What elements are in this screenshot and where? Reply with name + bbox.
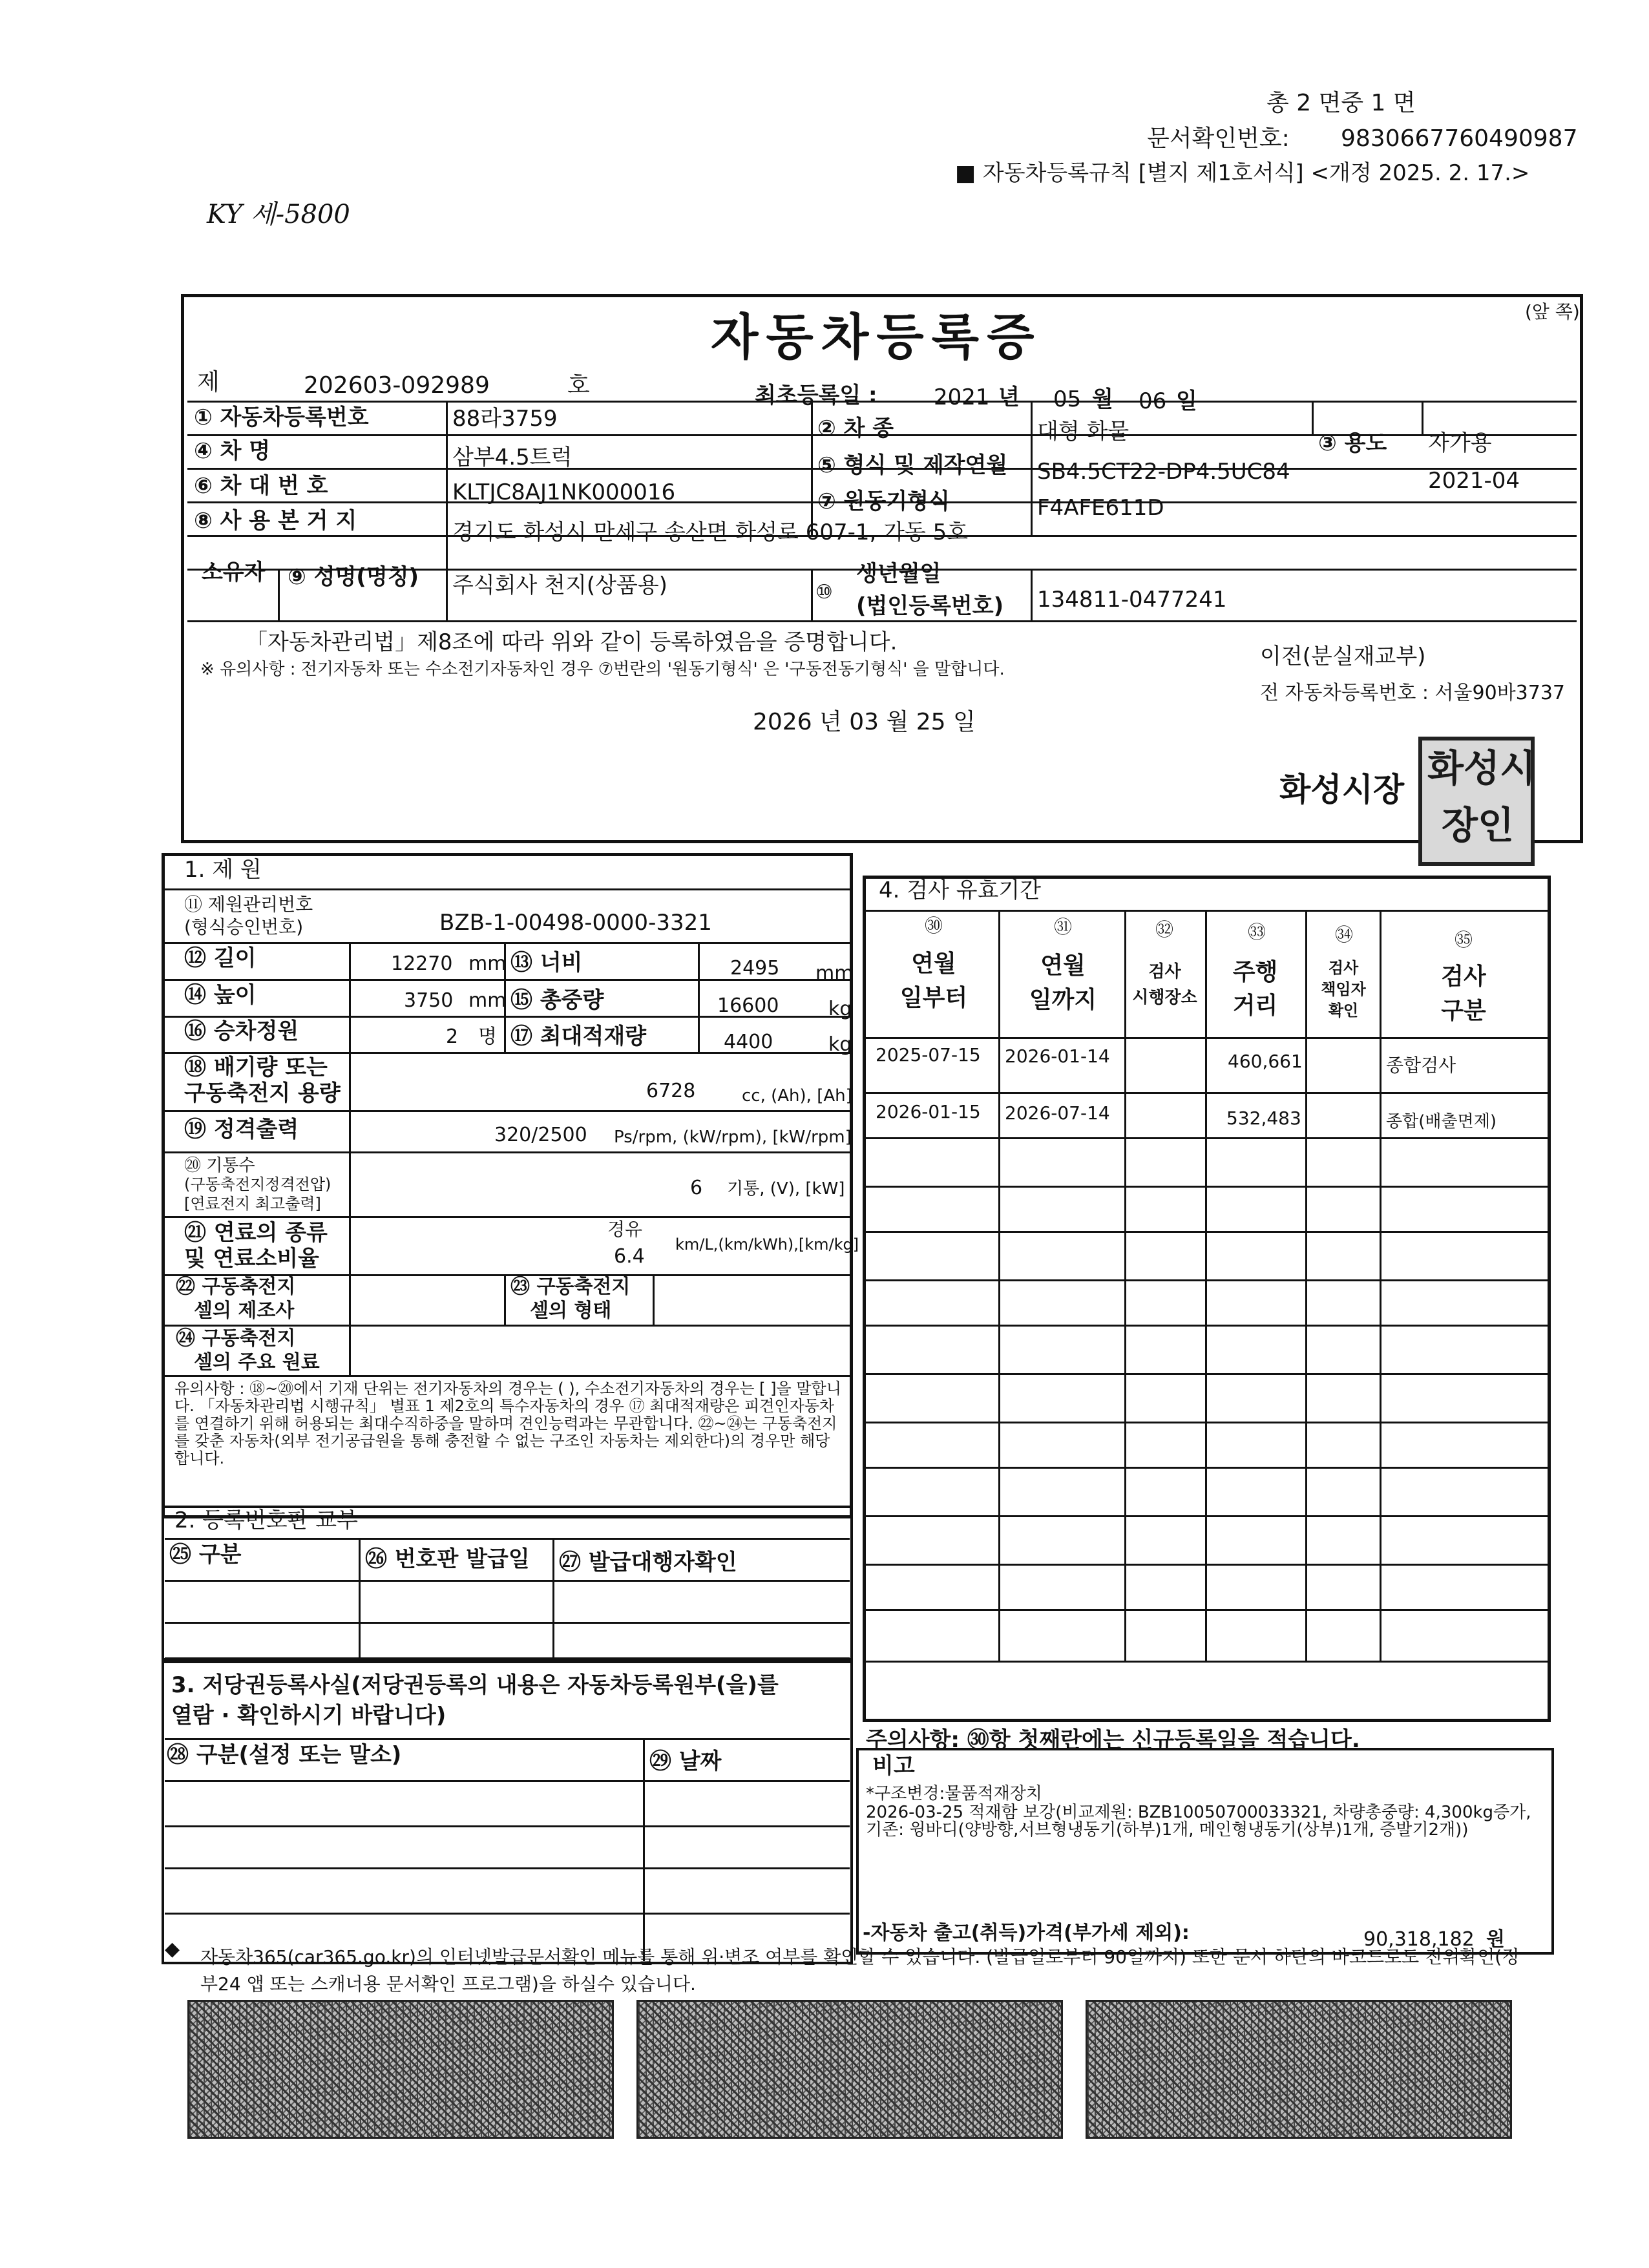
fuel-efficiency-label: 및 연료소비율 — [184, 1246, 319, 1272]
remarks-line2: 2026-03-25 적재함 보강(비교제원: BZB10050700033321, 차량총중량: 4,300kg증가, 기존: 윙바디(양방향,서브형냉동기(하부)1개, 메인형냉동기(상부)1개, 증발기2개)) — [866, 1803, 1531, 1840]
width-value: 2495 — [730, 957, 780, 980]
cert-number: 202603-092989 — [304, 372, 490, 399]
vehicle-type-value: 대형 화물 — [1037, 419, 1129, 445]
doc-confirm-label: 문서확인번호: — [1147, 125, 1290, 152]
first-reg-month-unit: 월 — [1092, 386, 1113, 412]
doc-confirm-number: 9830667760490987 — [1341, 125, 1578, 152]
inspection-title: 4. 검사 유효기간 — [879, 877, 1042, 903]
displacement-unit: cc, (Ah), [Ah] — [742, 1086, 852, 1106]
form-value: SB4.5CT22-DP4.5UC84 — [1037, 459, 1290, 485]
seal-text-top: 화성시 — [1427, 746, 1537, 790]
gross-weight-value: 16600 — [717, 994, 779, 1017]
price-label: -자동차 출고(취득)가격(부가세 제외): — [863, 1922, 1190, 1944]
insp-head-5-circle: ㉞ — [1334, 924, 1353, 945]
insp-head-5-label: 검사 — [1328, 959, 1359, 977]
issue-date: 2026 년 03 월 25 일 — [753, 709, 976, 735]
seats-unit: 명 — [478, 1025, 497, 1048]
insp-row-2-to: 2026-07-14 — [1005, 1102, 1110, 1124]
insp-head-5-sublabel: 책임자 — [1321, 980, 1366, 998]
mortgage-title-line2: 열람 · 확인하시기 바랍니다) — [171, 1703, 446, 1728]
first-reg-year: 2021 — [934, 384, 990, 410]
issuer-name: 화성시장 — [1279, 771, 1405, 808]
insp-head-6-circle: ㉟ — [1454, 929, 1473, 950]
height-unit: mm — [468, 989, 507, 1012]
length-label: ⑫ 길이 — [184, 945, 257, 971]
cylinder-voltage-label: (구동축전지정격전압) — [184, 1175, 331, 1193]
plate-col-type: ㉕ 구분 — [169, 1542, 242, 1568]
mortgage-title-line1: 3. 저당권등록사실(저당권등록의 내용은 자동차등록원부(을)를 — [171, 1672, 779, 1698]
front-side-label: (앞 쪽) — [1525, 301, 1580, 322]
prev-reg-no: 전 자동차등록번호 : 서울90바3737 — [1260, 682, 1566, 704]
model-name-value: 삼부4.5트럭 — [452, 445, 572, 470]
first-reg-label: 최초등록일 : — [755, 383, 877, 408]
owner-name-label: ⑨ 성명(명칭) — [288, 564, 419, 590]
engine-value: F4AFE611D — [1037, 495, 1164, 521]
cell-material-label: ㉔ 구동축전지 — [176, 1327, 296, 1350]
cylinder-value: 6 — [690, 1177, 703, 1199]
cert-no-prefix: 제 — [197, 369, 220, 395]
insp-row-1-to: 2026-01-14 — [1005, 1045, 1110, 1067]
cell-maker-label: ㉒ 구동축전지 — [176, 1276, 296, 1298]
cert-no-suffix: 호 — [567, 372, 590, 399]
footer-bullet: ◆ — [165, 1938, 180, 1960]
first-reg-month: 05 — [1053, 386, 1082, 412]
footer-text: 자동차365(car365.go.kr)의 인터넷발급문서확인 메뉴를 통해 위·변조 여부를 확인할 수 있습니다. (발급일로부터 90일까지) 또한 문서 하단의 바코드로도 진위확인(정부24 앱 또는 스캐너용 문서확인 프로그램)을 하실수 있습니다. — [200, 1946, 1520, 1995]
plate-section-title: 2. 등록번호판 교부 — [174, 1507, 358, 1533]
gross-weight-label: ⑮ 총중량 — [510, 987, 604, 1013]
insp-row-1-type: 종합검사 — [1386, 1055, 1456, 1076]
cell-material-sublabel: 셀의 주요 원료 — [194, 1351, 320, 1374]
verification-barcode-3 — [1086, 2000, 1512, 2139]
plate-box — [162, 1506, 853, 1661]
location-value: 경기도 화성시 만세구 송산면 화성로 607-1, 가동 5호 — [452, 520, 969, 545]
cylinder-label: ⑳ 기통수 — [184, 1156, 255, 1175]
insp-head-1-sublabel: 일부터 — [899, 985, 968, 1011]
page-info: 총 2 면중 1 면 — [1266, 90, 1416, 116]
vehicle-type-label: ② 차 종 — [817, 415, 894, 441]
insp-row-1-from: 2025-07-15 — [876, 1044, 981, 1066]
cell-form-label: ㉓ 구동축전지 — [510, 1276, 631, 1298]
plate-col-date: ㉖ 번호판 발급일 — [365, 1546, 530, 1572]
reg-no-value: 88라3759 — [452, 406, 558, 432]
certificate-title: 자동차등록증 — [711, 308, 1042, 366]
seats-value: 2 — [446, 1025, 459, 1048]
form-year-label: ⑤ 형식 및 제작연월 — [817, 452, 1008, 478]
insp-head-4-circle: ㉝ — [1247, 921, 1266, 943]
mgmt-no-label: ⑪ 제원관리번호 — [184, 894, 313, 915]
width-label: ⑬ 너비 — [510, 950, 583, 976]
insp-head-4-label: 주행 — [1232, 959, 1278, 985]
cylinder-unit: 기통, (V), [kW] — [727, 1179, 845, 1199]
insp-head-3-circle: ㉜ — [1155, 919, 1173, 940]
verification-barcode-1 — [187, 2000, 614, 2139]
fuel-cell-output-label: [연료전지 최고출력] — [184, 1195, 321, 1213]
year-month-value: 2021-04 — [1428, 468, 1520, 494]
mgmt-no-value: BZB-1-00498-0000-3321 — [439, 910, 712, 936]
mortgage-col-date: ㉙ 날짜 — [649, 1748, 722, 1774]
owner-label: 소유자 — [202, 560, 266, 585]
first-reg-year-unit: 년 — [998, 384, 1020, 410]
remarks-line1: *구조변경:물품적재장치 — [866, 1784, 1042, 1803]
first-reg-day: 06 — [1139, 388, 1167, 414]
remarks-label: 비고 — [872, 1753, 915, 1779]
usage-label: ③ 용도 — [1318, 430, 1387, 456]
battery-capacity-label: 구동축전지 용량 — [184, 1080, 341, 1106]
max-load-value: 4400 — [724, 1031, 773, 1053]
usage-value: 자가용 — [1428, 430, 1492, 456]
location-label: ⑧ 사 용 본 거 지 — [194, 508, 357, 534]
fuel-type-value: 경유 — [607, 1219, 643, 1240]
owner-name-value: 주식회사 천지(상품용) — [452, 572, 667, 598]
length-unit: mm — [468, 952, 507, 975]
birth-circle: ⑩ — [815, 581, 833, 604]
certify-text: 「자동차관리법」제8조에 따라 위와 같이 등록하였음을 증명합니다. — [246, 629, 898, 655]
insp-head-2-circle: ㉛ — [1053, 916, 1072, 938]
verification-barcode-2 — [636, 2000, 1063, 2139]
transfer-label: 이전(분실재교부) — [1260, 644, 1426, 669]
power-unit: Ps/rpm, (kW/rpm), [kW/rpm] — [614, 1128, 852, 1147]
specs-notice: 유의사항 : ⑱~⑳에서 기재 단위는 전기자동차의 경우는 ( ), 수소전기자동차의 경우는 [ ]을 말합니다. 「자동차관리법 시행규칙」 별표 1 제2호의 특수자동차의 경우 ⑰ 최대적재량은 피견인자동차를 연결하기 위해 허용되는 최대수직하중을 말하며 견인능력과는 무관합니다. ㉒~㉔는 구동축전지를 갖춘 자동차(외부 전기공급원을 통해 충전할 수 없는 구조인 자동차는 제외한다)의 경우만 해당합니다. — [174, 1380, 841, 1467]
vin-value: KLTJC8AJ1NK000016 — [452, 479, 676, 505]
gross-weight-unit: kg — [828, 998, 852, 1020]
handwritten-note: KY 세-5800 — [207, 200, 350, 229]
insp-head-6-sublabel: 구분 — [1441, 998, 1486, 1024]
displacement-label: ⑱ 배기량 또는 — [184, 1055, 328, 1080]
model-name-label: ④ 차 명 — [194, 438, 271, 464]
width-unit: mm — [815, 962, 854, 985]
price-value: 90,318,182 — [1363, 1928, 1475, 1951]
displacement-value: 6728 — [646, 1080, 696, 1102]
fuel-type-label: ㉑ 연료의 종류 — [184, 1220, 328, 1246]
insp-head-3-label: 검사 — [1148, 962, 1181, 982]
insp-row-2-mileage: 532,483 — [1226, 1108, 1301, 1129]
fuel-efficiency-unit: km/L,(km/kWh),[km/kg] — [675, 1235, 859, 1254]
insp-row-1-mileage: 460,661 — [1228, 1051, 1303, 1072]
power-value: 320/2500 — [494, 1124, 587, 1146]
regulation-text: ■ 자동차등록규칙 [별지 제1호서식] <개정 2025. 2. 17.> — [955, 160, 1530, 186]
cell-maker-sublabel: 셀의 제조사 — [194, 1299, 295, 1322]
official-seal — [1418, 737, 1535, 866]
length-value: 12270 — [391, 952, 453, 975]
birth-label: 생년월일 — [856, 561, 941, 587]
corp-reg-label: (법인등록번호) — [856, 593, 1004, 619]
power-label: ⑲ 정격출력 — [184, 1117, 299, 1142]
insp-head-4-sublabel: 거리 — [1232, 992, 1278, 1019]
max-load-unit: kg — [828, 1033, 852, 1056]
insp-head-6-label: 검사 — [1441, 963, 1486, 990]
corp-no-value: 134811-0477241 — [1037, 587, 1227, 613]
insp-head-2-sublabel: 일까지 — [1029, 987, 1097, 1013]
plate-col-agent: ㉗ 발급대행자확인 — [559, 1549, 737, 1575]
reg-no-label: ① 자동차등록번호 — [194, 404, 369, 430]
height-label: ⑭ 높이 — [184, 982, 257, 1008]
insp-head-3-sublabel: 시행장소 — [1132, 988, 1197, 1007]
insp-head-2-label: 연월 — [1040, 952, 1086, 979]
seats-label: ⑯ 승차정원 — [184, 1018, 299, 1044]
seal-text-bottom: 장인 — [1442, 803, 1515, 847]
insp-row-2-from: 2026-01-15 — [876, 1101, 981, 1122]
specs-title: 1. 제 원 — [184, 857, 262, 883]
insp-row-2-type: 종합(배출면제) — [1386, 1112, 1497, 1131]
price-unit: 원 — [1486, 1928, 1505, 1951]
insp-head-5-sublabel-2: 확인 — [1328, 1002, 1359, 1020]
engine-label: ⑦ 원동기형식 — [817, 488, 950, 514]
cert-note: ※ 유의사항 : 전기자동차 또는 수소전기자동차인 경우 ⑦번란의 '원동기형식' 은 '구동전동기형식' 을 말합니다. — [200, 660, 1005, 679]
first-reg-day-unit: 일 — [1176, 388, 1197, 414]
mgmt-no-sublabel: (형식승인번호) — [184, 916, 304, 938]
inspection-caution: 주의사항: ㉚항 첫째란에는 신규등록일을 적습니다. — [866, 1727, 1360, 1753]
cell-form-sublabel: 셀의 형태 — [530, 1299, 612, 1322]
insp-head-1-circle: ㉚ — [924, 915, 943, 936]
mortgage-col-type: ㉘ 구분(설정 또는 말소) — [167, 1742, 402, 1768]
fuel-efficiency-value: 6.4 — [614, 1245, 645, 1268]
height-value: 3750 — [404, 989, 454, 1012]
insp-head-1-label: 연월 — [911, 950, 956, 977]
vin-label: ⑥ 차 대 번 호 — [194, 473, 328, 499]
max-load-label: ⑰ 최대적재량 — [510, 1024, 647, 1049]
